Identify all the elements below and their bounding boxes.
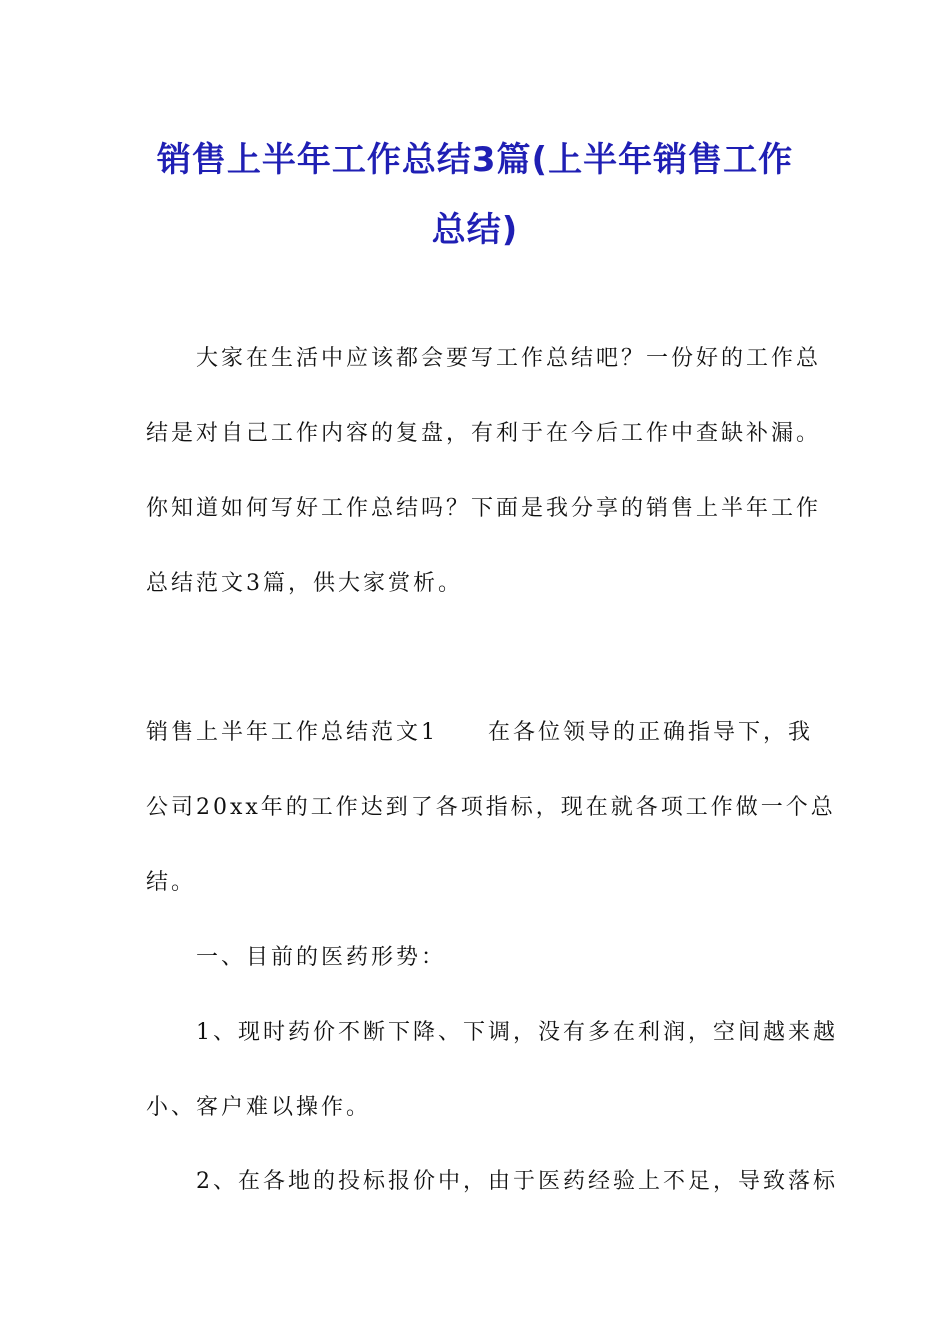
section-heading-1: 一、目前的医药形势： [146,945,447,970]
body-line-3: 结。 [146,870,197,895]
intro-line-3: 你知道如何写好工作总结吗？下面是我分享的销售上半年工作 [146,496,822,521]
intro-line-4: 总结范文3篇，供大家赏析。 [146,571,463,596]
body-line-1: 销售上半年工作总结范文1 在各位领导的正确指导下，我 [146,720,813,745]
intro-line-1: 大家在生活中应该都会要写工作总结吧？一份好的工作总 [146,346,822,371]
body-line-7: 2、在各地的投标报价中，由于医药经验上不足，导致落标 [146,1169,838,1194]
document-title-line-1: 销售上半年工作总结3篇(上半年销售工作 [156,140,794,180]
document-title-line-2: 总结) [431,210,519,250]
intro-line-2: 结是对自己工作内容的复盘，有利于在今后工作中查缺补漏。 [146,421,822,446]
body-line-5: 1、现时药价不断下降、下调，没有多在利润，空间越来越 [146,1020,838,1045]
body-line-2: 公司20xx年的工作达到了各项指标，现在就各项工作做一个总 [146,795,836,820]
body-line-6: 小、客户难以操作。 [146,1095,372,1120]
